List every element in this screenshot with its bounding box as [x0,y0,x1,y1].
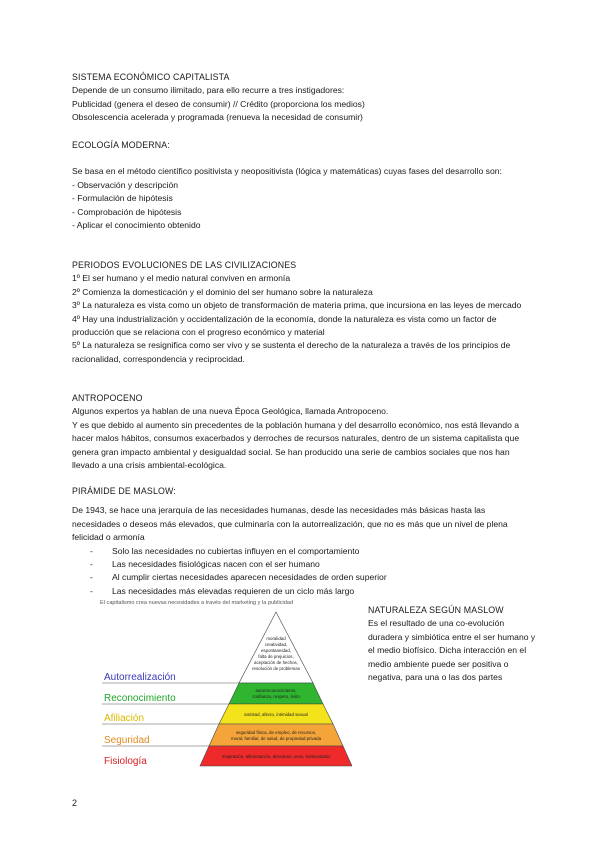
phase-list [72,179,532,233]
paragraph-line: Obsolescencia acelerada y programada (renueva la necesidad de consumir) [72,112,363,123]
maslow-pyramid-figure [100,600,352,770]
level-label: Afiliación [104,713,145,724]
list-item: - Las necesidades más elevadas requieren de un ciclo más largo [90,585,355,596]
paragraph: Se basa en el método científico positivista y neopositivista (lógica y matemáticas) cuyas fases del desarrollo son: [72,166,502,177]
section-title: PERIODOS EVOLUCIONES DE LAS CIVILIZACIONES [72,260,297,270]
level-text: espontaneidad, [260,648,292,653]
section-sistema-economico [72,71,532,125]
paragraph-line: Publicidad (genera el deseo de consumir) // Crédito (proporciona los medios) [72,98,365,109]
list-item: 1º El ser humano y el medio natural conviven en armonía [72,273,291,284]
level-text: seguridad física, de empleo, de recursos, [235,730,317,735]
pyramid-level-seguridad [209,724,343,746]
section-title: SISTEMA ECONÓMICO CAPITALISTA [72,72,230,82]
list-item: - Al cumplir ciertas necesidades aparecen necesidades de orden superior [90,572,387,583]
side-title: NATURALEZA SEGÚN MASLOW [368,605,504,615]
section-antropoceno [72,392,532,472]
level-text: moral, familiar, de salud, de propiedad privada [230,736,322,741]
page-number: 2 [72,798,78,808]
section-title: ANTROPOCENO [72,393,143,403]
period-list [72,272,532,366]
maslow-list [72,545,532,599]
level-text: falta de prejuicios, [258,654,294,659]
section-piramide-maslow [72,485,532,598]
section-title: ECOLOGÍA MODERNA: [72,140,170,150]
level-text: confianza, respeto, éxito [252,694,300,699]
level-text: creatividad, [264,642,288,647]
section-ecologia-moderna [72,139,532,232]
list-item: - Las necesidades fisiológicas nacen con el ser humano [90,559,320,570]
section-periodos [72,259,532,366]
section-title: PIRÁMIDE DE MASLOW: [72,486,176,496]
pyramid-svg [100,600,352,770]
list-item: 4º Hay una industrialización y occidentalización de la economía, donde la naturaleza es vista como un factor de producción que se relaciona con el progreso económico y material [72,313,497,338]
paragraph-line: Depende de un consumo ilimitado, para ello recurre a tres instigadores: [72,85,345,96]
level-text: moralidad [266,636,286,641]
paragraph: De 1943, se hace una jerarquía de las necesidades humanas, desde las necesidades más básicas hasta las necesidades o deseos más elevados, que culminaría con la autorrealización, que no es más que un nivel de plena felicidad o armonía [72,505,508,543]
list-item: - Formulación de hipótesis [72,193,173,204]
list-item: - Aplicar el conocimiento obtenido [72,220,201,231]
level-label: Seguridad [104,735,150,746]
level-text: amistad, afecto, intimidad sexual [244,712,308,717]
side-paragraph: Es el resultado de una co-evolución duradera y simbiótica entre el ser humano y el medio biofísico. Dicha interacción en el medio ambiente puede ser positiva o negativa, para una o las dos partes [368,618,536,683]
list-item: 5º La naturaleza se resignifica como ser vivo y se sustenta el derecho de la naturaleza a través de los principios de racionalidad, correspondencia y reciprocidad. [72,340,511,364]
list-item: - Comprobación de hipótesis [72,206,182,217]
level-text: autorreconocimiento, [255,688,297,693]
level-label: Fisiología [104,756,147,767]
level-text: respiración, alimentación, descanso, sexo, homeostasis [221,754,331,759]
paragraph: Algunos expertos ya hablan de una nueva Época Geológica, llamada Antropoceno. [72,406,389,417]
level-label: Reconocimiento [104,693,176,704]
paragraph: Y es que debido al aumento sin precedentes de la población humana y del desarrollo económico, nos está llevando a hacer malos hábitos, consumos exacerbados y derroches de recursos naturales, dentro de un sistema capitalista que genera gran impacto ambiental y desigualdad social. Se han producido una serie de cambios sociales que nos han llevado a una crisis ambiental-ecológica. [72,419,520,471]
list-item: 3º La naturaleza es vista como un objeto de transformación de materia prima, que incursiona en las leyes de mercado [72,300,522,311]
list-item: - Solo las necesidades no cubiertas influyen en el comportamiento [90,545,360,556]
level-label: Autorrealización [104,672,176,683]
figure-caption: El capitalismo crea nuevas necesidades a través del marketing y la publicidad [100,600,294,606]
list-item: 2º Comienza la domesticación y el dominio del ser humano sobre la naturaleza [72,286,373,297]
level-text: resolución de problemas [252,666,300,671]
level-text: aceptación de hechos, [254,660,298,665]
side-note-maslow [368,604,538,684]
list-item: - Observación y descripción [72,179,179,190]
